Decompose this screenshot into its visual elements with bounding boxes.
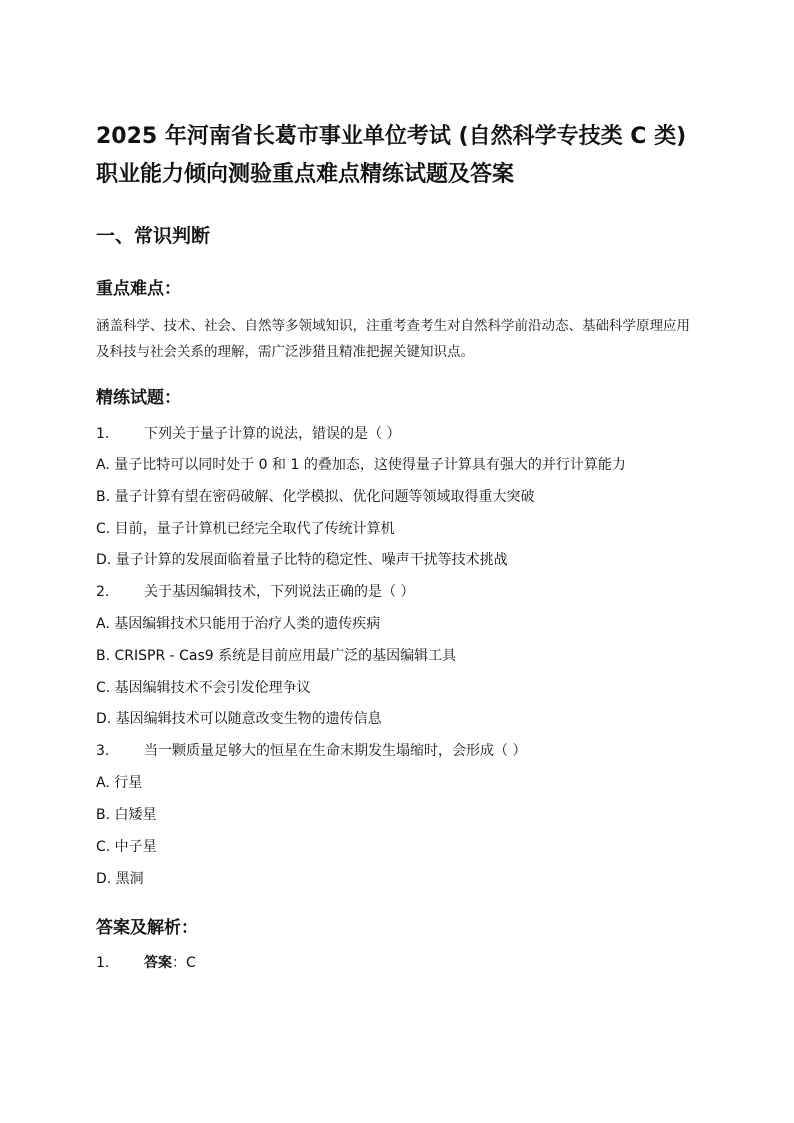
- exercises-heading: 精练试题：: [96, 388, 181, 408]
- question-3-stem: [96, 741, 716, 761]
- question-2-option-b: B. CRISPR - Cas9 系统是目前应用最广泛的基因编辑工具: [96, 648, 457, 664]
- question-1-option-b: B. 量子计算有望在密码破解、化学模拟、优化问题等领域取得重大突破: [96, 489, 535, 505]
- answer-number: 1.: [96, 955, 110, 971]
- question-text: 下列关于量子计算的说法，错误的是（ ）: [144, 426, 401, 442]
- question-2-option-a: A. 基因编辑技术只能用于治疗人类的遗传疾病: [96, 616, 381, 632]
- section-heading: 一、常识判断: [96, 225, 211, 247]
- question-2-stem: [96, 582, 716, 602]
- answer-value: ：C: [172, 955, 196, 971]
- question-text: 关于基因编辑技术，下列说法正确的是（ ）: [144, 584, 415, 600]
- document-title: 2025 年河南省长葛市事业单位考试 (自然科学专技类 C 类) 职业能力倾向测验重点难点精练试题及答案: [96, 124, 687, 187]
- question-text: 当一颗质量足够大的恒星在生命末期发生塌缩时，会形成（ ）: [144, 743, 527, 759]
- question-1-option-d: D. 量子计算的发展面临着量子比特的稳定性、噪声干扰等技术挑战: [96, 552, 508, 568]
- question-number: 1.: [96, 426, 110, 442]
- question-1-option-a: A. 量子比特可以同时处于 0 和 1 的叠加态，这使得量子计算具有强大的并行计算能力: [96, 457, 626, 473]
- key-points-text: 涵盖科学、技术、社会、自然等多领域知识，注重考查考生对自然科学前沿动态、基础科学原理应用及科技与社会关系的理解，需广泛涉猎且精准把握关键知识点。: [96, 318, 690, 360]
- question-number: 2.: [96, 584, 110, 600]
- question-1-option-c: C. 目前，量子计算机已经完全取代了传统计算机: [96, 521, 395, 537]
- question-3-option-c: C. 中子星: [96, 839, 157, 855]
- key-points-heading: 重点难点：: [96, 279, 181, 299]
- question-3-option-b: B. 白矮星: [96, 807, 157, 823]
- question-1-stem: [96, 424, 716, 444]
- answer-label: 答案: [144, 955, 172, 971]
- answers-heading: 答案及解析：: [96, 918, 198, 938]
- question-2-option-d: D. 基因编辑技术可以随意改变生物的遗传信息: [96, 711, 382, 727]
- question-3-option-a: A. 行星: [96, 775, 143, 791]
- answer-1: [96, 953, 716, 973]
- question-2-option-c: C. 基因编辑技术不会引发伦理争议: [96, 680, 311, 696]
- question-3-option-d: D. 黑洞: [96, 871, 144, 887]
- question-number: 3.: [96, 743, 110, 759]
